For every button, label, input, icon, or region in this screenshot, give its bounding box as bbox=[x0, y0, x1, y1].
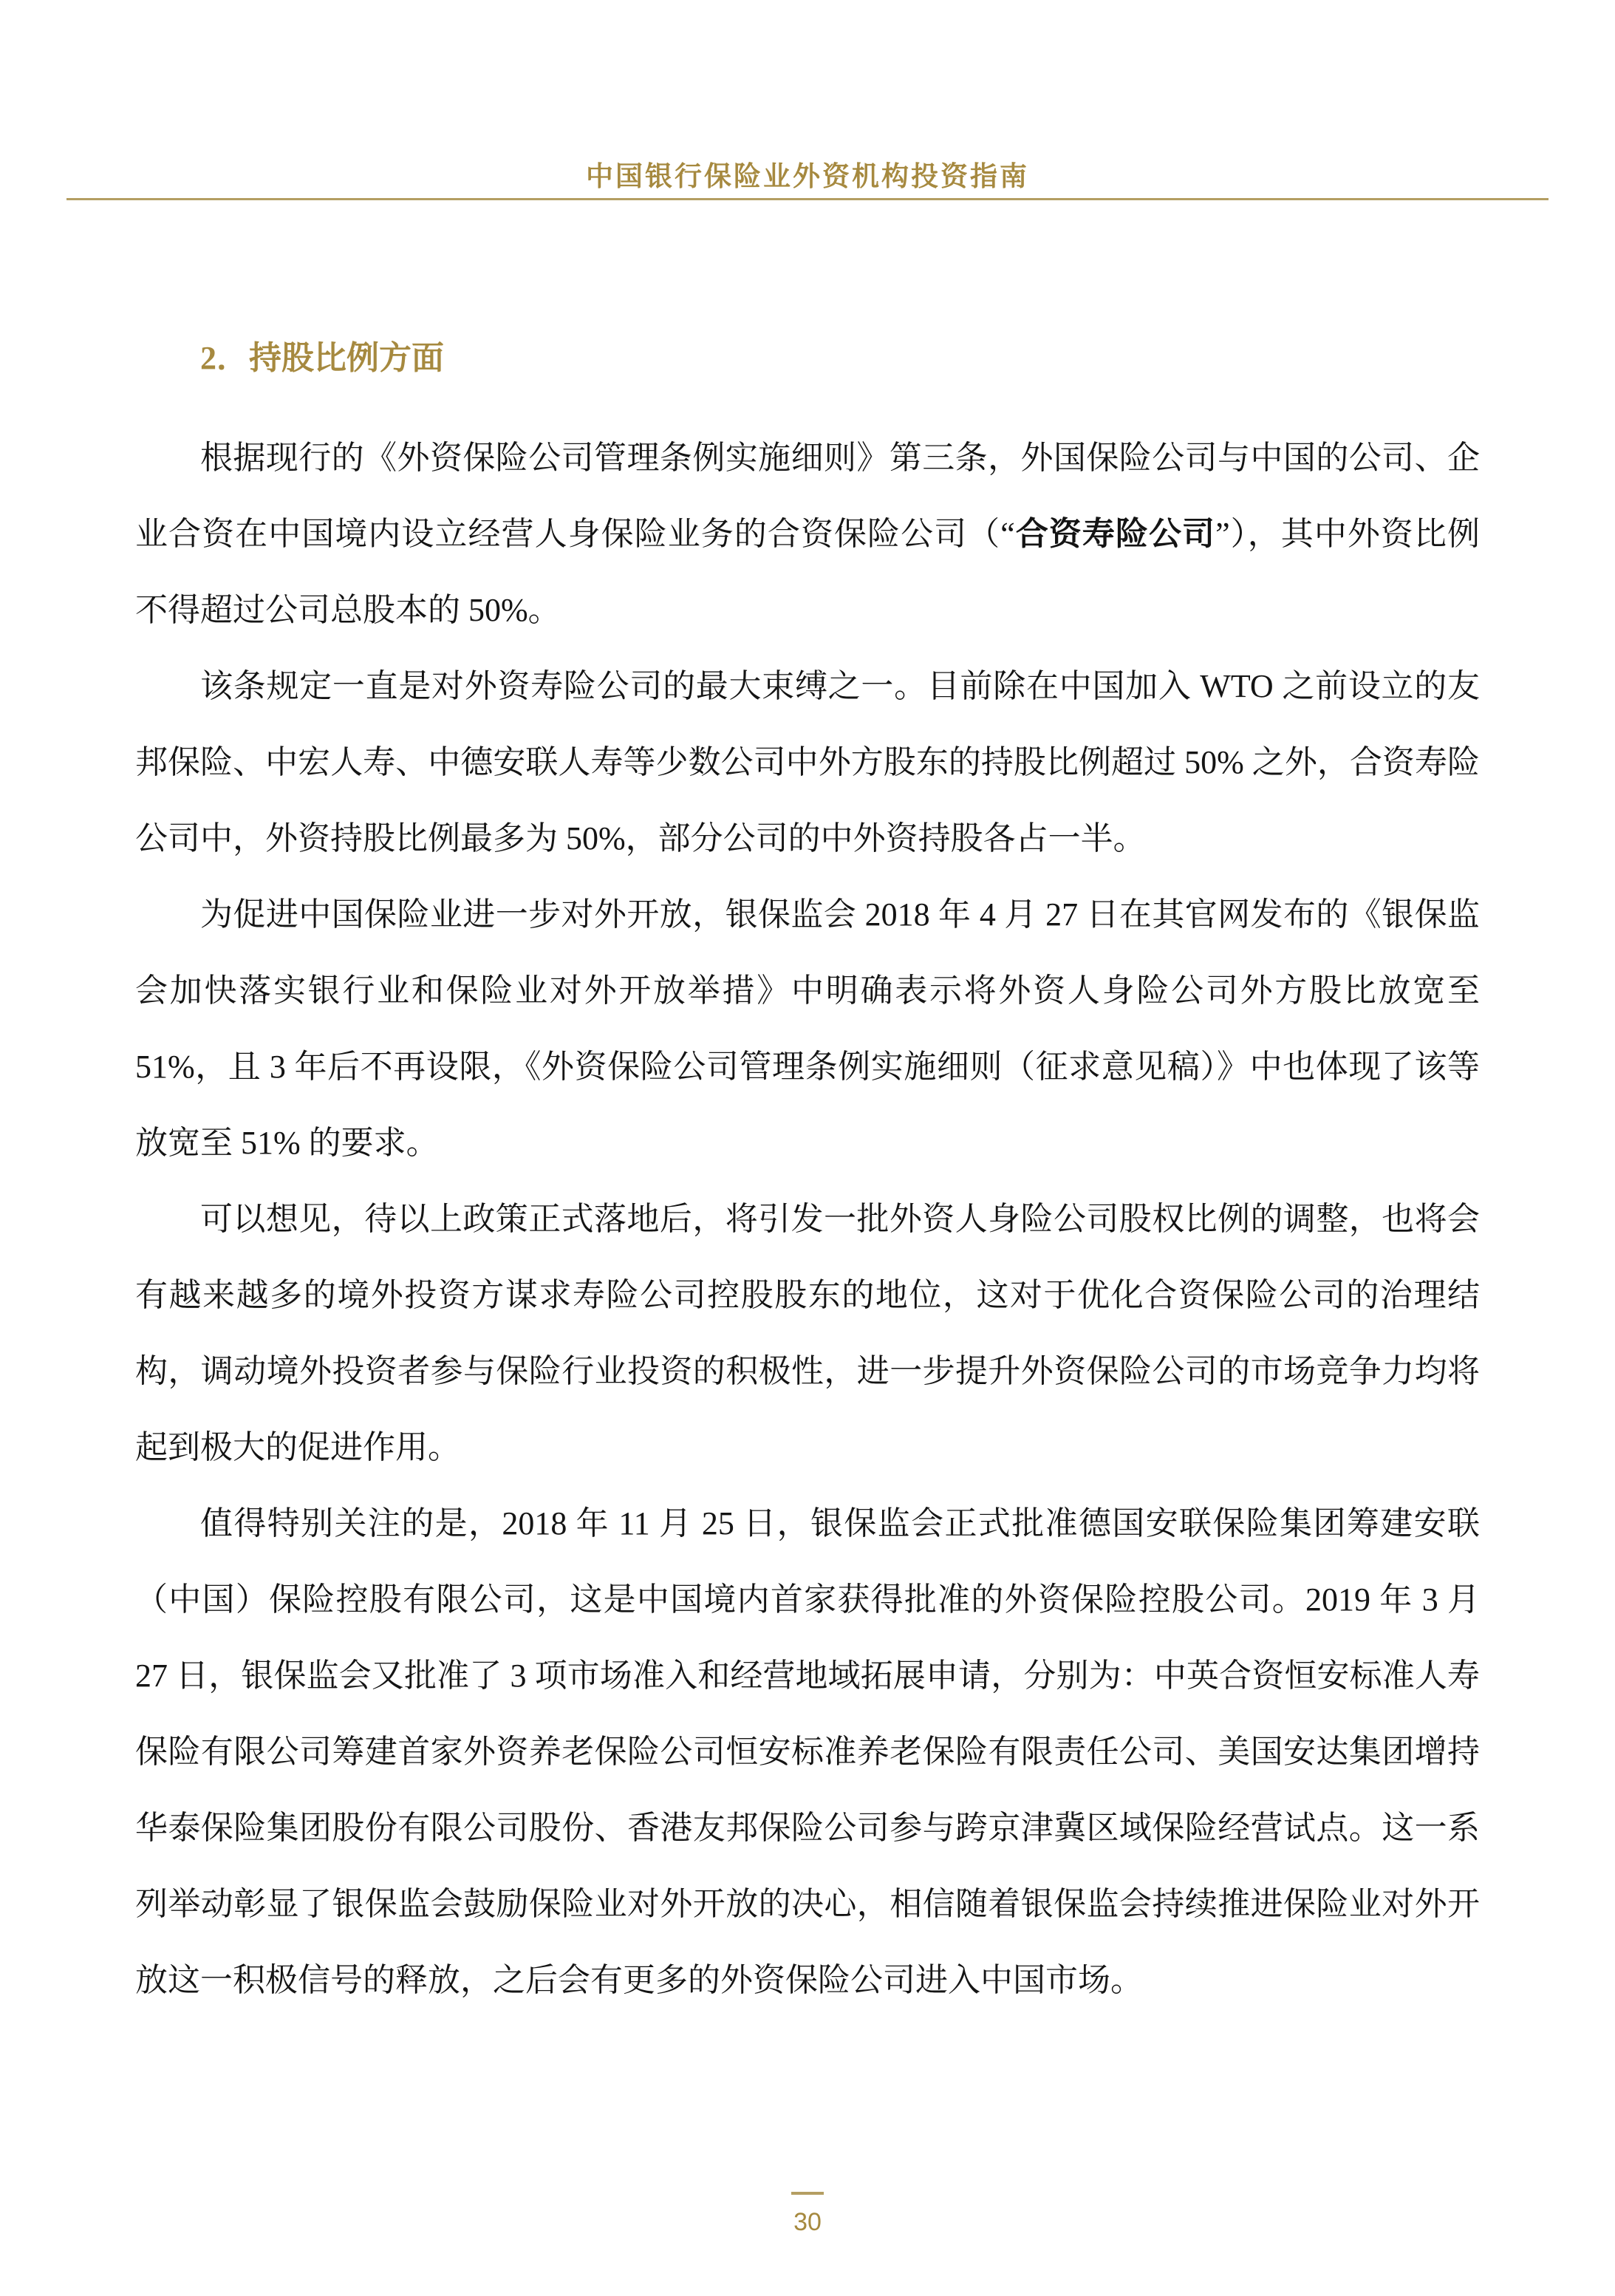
page-content bbox=[135, 320, 1480, 2018]
section-heading: 2．持股比例方面 bbox=[200, 340, 444, 376]
paragraph-1-text-pre: 根据现行的《外资保险公司管理条例实施细则》第三条，外国保险公司与中国的公司、企业合资在中国境内设立经营人身保险业务的合资保险公司（“ bbox=[135, 440, 1480, 552]
paragraph-1-text-post: ”），其中外资比例不得超过公司总股本的 50%。 bbox=[135, 516, 1481, 628]
paragraph-5: 值得特别关注的是，2018 年 11 月 25 日，银保监会正式批准德国安联保险集团筹建安联（中国）保险控股有限公司，这是中国境内首家获得批准的外资保险控股公司。2019 年 3 月 27 日，银保监会又批准了 3 项市场准入和经营地域拓展申请，分别为：中英合资恒安标准人寿保险有限公司筹建首家外资养老保险公司恒安标准养老保险有限责任公司、美国安达集团增持华泰保险集团股份有限公司股份、香港友邦保险公司参与跨京津冀区域保险经营试点。这一系列举动彰显了银保监会鼓励保险业对外开放的决心，相信随着银保监会持续推进保险业对外开放这一积极信号的释放，之后会有更多的外资保险公司进入中国市场。 bbox=[135, 1505, 1480, 1998]
footer-divider bbox=[791, 2192, 824, 2195]
page-header-title: 中国银行保险业外资机构投资指南 bbox=[586, 161, 1029, 191]
header-divider bbox=[66, 198, 1549, 200]
paragraph-1 bbox=[135, 420, 1480, 648]
paragraph-1-bold-term: 合资寿险公司 bbox=[1014, 516, 1216, 552]
page-number: 30 bbox=[793, 2208, 822, 2236]
paragraph-2: 该条规定一直是对外资寿险公司的最大束缚之一。目前除在中国加入 WTO 之前设立的友邦保险、中宏人寿、中德安联人寿等少数公司中外方股东的持股比例超过 50% 之外，合资寿险公司中，外资持股比例最多为 50%，部分公司的中外资持股各占一半。 bbox=[135, 668, 1480, 856]
paragraph-4: 可以想见，待以上政策正式落地后，将引发一批外资人身险公司股权比例的调整，也将会有越来越多的境外投资方谋求寿险公司控股股东的地位，这对于优化合资保险公司的治理结构，调动境外投资者参与保险行业投资的积极性，进一步提升外资保险公司的市场竞争力均将起到极大的促进作用。 bbox=[135, 1201, 1480, 1465]
paragraph-3: 为促进中国保险业进一步对外开放，银保监会 2018 年 4 月 27 日在其官网发布的《银保监会加快落实银行业和保险业对外开放举措》中明确表示将外资人身险公司外方股比放宽至 51%，且 3 年后不再设限，《外资保险公司管理条例实施细则（征求意见稿）》中也体现了该等放宽至 51% 的要求。 bbox=[135, 896, 1480, 1161]
